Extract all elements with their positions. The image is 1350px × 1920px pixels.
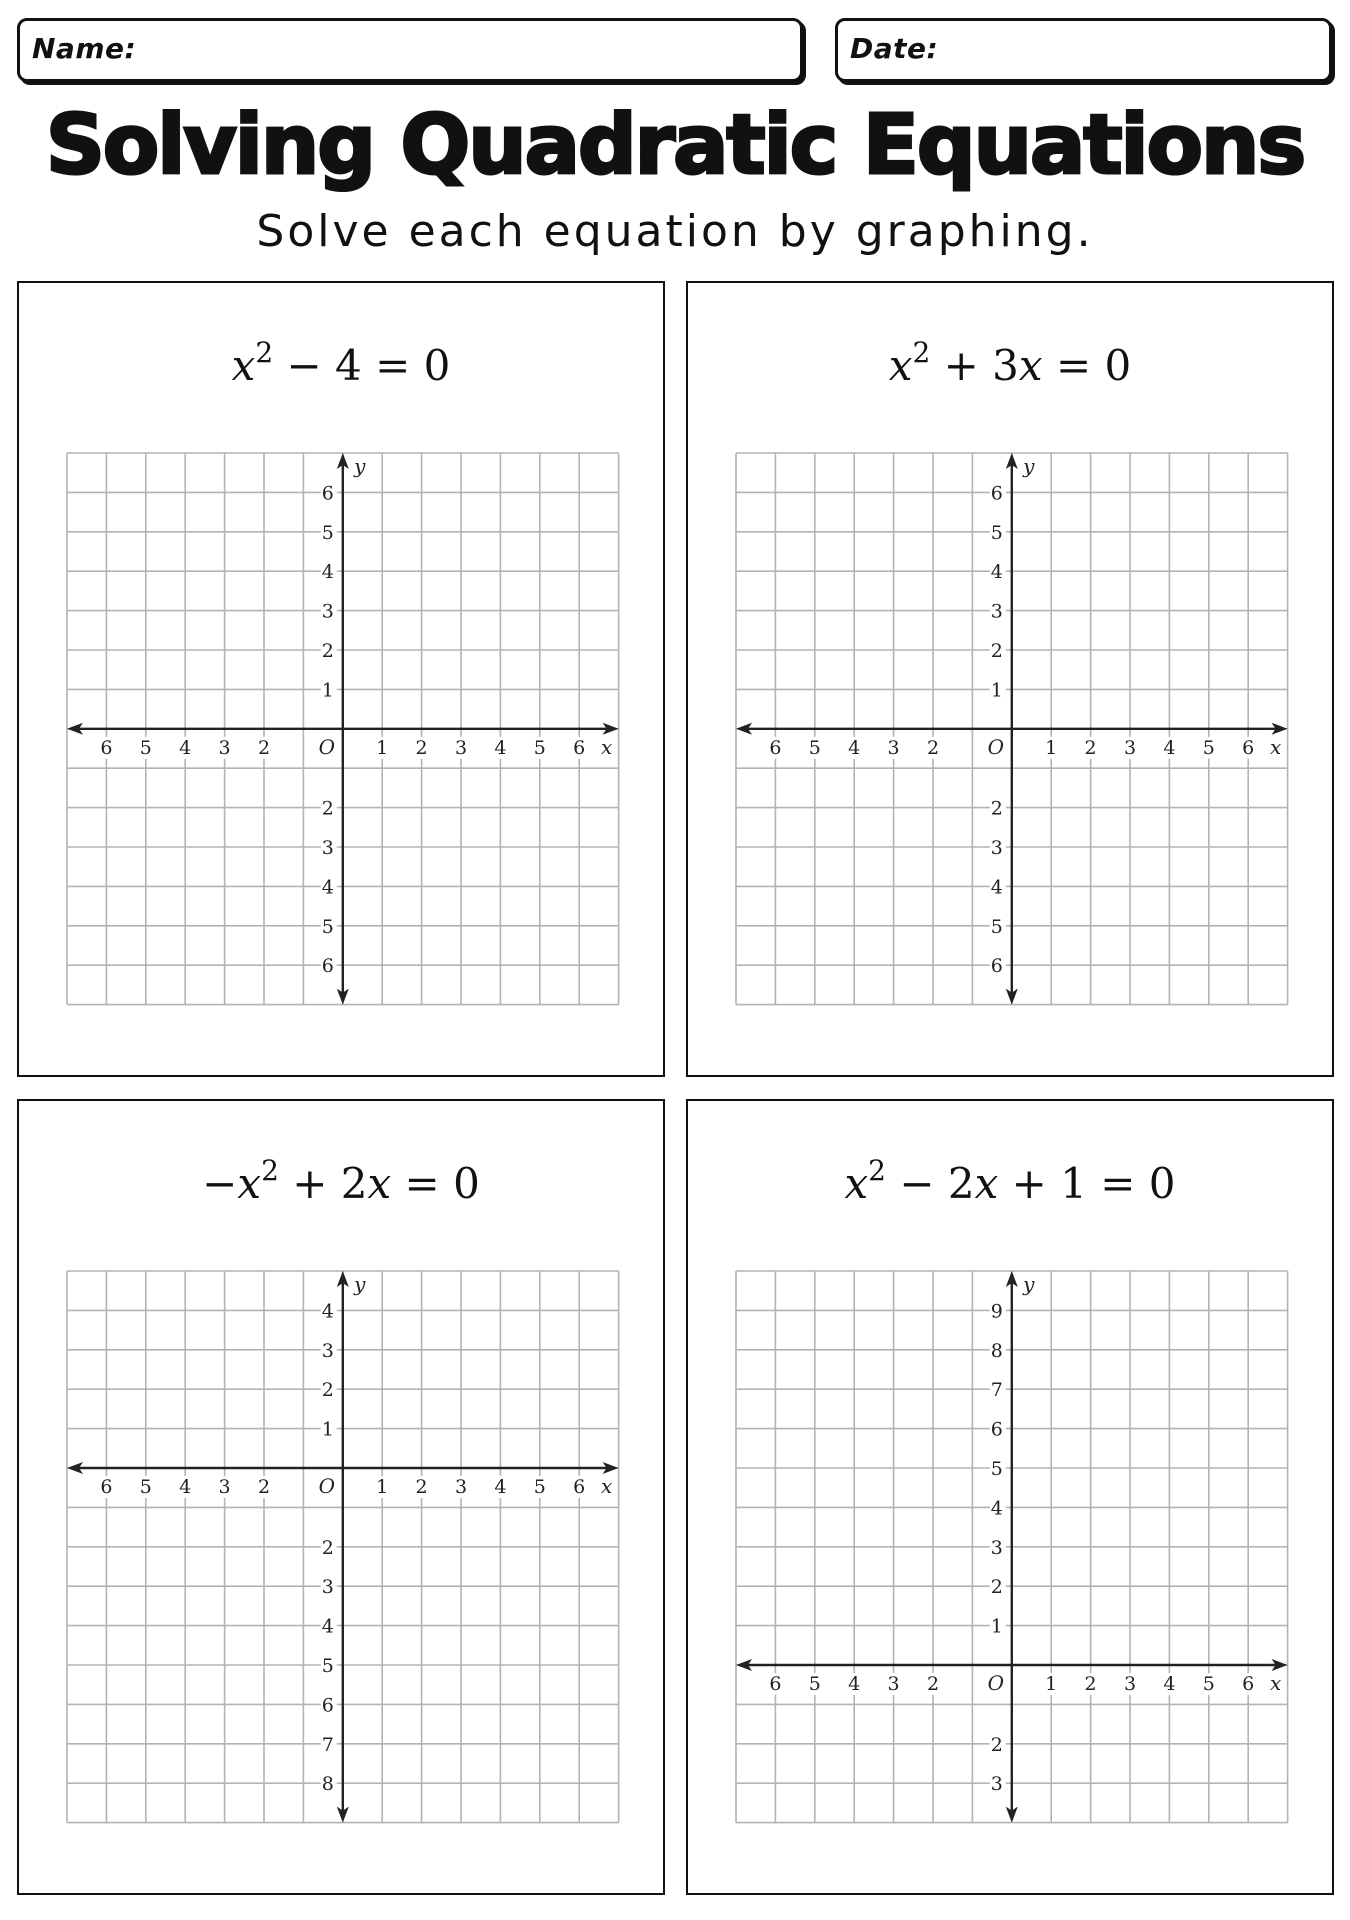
y-tick-label: 2 [321,1379,334,1402]
x-tick-label: 2 [1084,1673,1097,1695]
y-axis-name: y [1023,454,1035,478]
x-tick-label: 2 [1084,736,1097,759]
exponent: 2 [868,1154,886,1187]
exponent: 2 [912,336,931,369]
y-tick-label: 4 [321,1615,334,1638]
equation [19,336,663,390]
x-tick-label: 3 [454,1476,468,1498]
x-tick-label: 2 [926,1673,940,1695]
equation-term: + 1 = 0 [998,1159,1176,1208]
y-tick-label: 4 [990,876,1003,899]
x-tick-label: 1 [1045,736,1058,759]
x-axis-name: x [600,734,613,759]
y-tick-label: 2 [990,1733,1003,1756]
y-tick-label: 3 [321,1576,334,1599]
variable: x [888,341,913,390]
y-tick-label: 2 [990,640,1003,662]
x-axis-name: x [1269,734,1282,759]
x-tick-label: 6 [1242,1673,1255,1695]
y-axis-name: y [354,454,366,478]
x-tick-label: 3 [218,1476,231,1498]
x-tick-label: 3 [218,736,231,759]
y-tick-label: 2 [321,797,334,820]
x-tick-label: 4 [848,1673,861,1695]
x-tick-label: 3 [887,736,900,759]
worksheet-title: Solving Quadratic Equations [45,98,1305,193]
variable: x [844,1159,869,1208]
coordinate-grid[interactable] [67,453,619,1005]
x-tick-label: 4 [848,736,861,759]
variable: x [231,341,256,390]
equation-term: = 0 [391,1159,480,1208]
equation-term: − [202,1159,238,1208]
origin-label: O [318,734,336,759]
x-tick-label: 5 [1202,736,1215,759]
y-tick-label: 4 [321,561,334,584]
equation-term: − 4 = 0 [273,341,451,390]
coordinate-grid[interactable] [736,1271,1288,1823]
x-tick-label: 4 [1163,736,1176,759]
problem-panel-3 [17,1099,665,1895]
x-tick-label: 4 [179,736,192,759]
x-tick-label: 1 [1045,1673,1058,1695]
x-tick-label: 4 [494,736,507,759]
x-tick-label: 2 [415,736,428,759]
x-tick-label: 2 [257,1476,271,1498]
y-tick-label: 3 [990,600,1003,623]
y-tick-label: 3 [321,837,334,859]
y-tick-label: 2 [321,1536,334,1559]
y-tick-label: 2 [990,1576,1003,1599]
x-tick-label: 3 [887,1673,900,1695]
y-axis-name: y [354,1272,366,1296]
y-tick-label: 6 [321,1694,334,1717]
x-tick-label: 2 [415,1476,428,1498]
problem-panel-2 [686,281,1334,1077]
equation-term: + 2 [278,1159,368,1208]
x-tick-label: 4 [494,1476,507,1498]
equation-term: − 2 [885,1159,975,1208]
x-axis-name: x [1269,1671,1282,1695]
y-tick-label: 3 [990,1773,1003,1796]
date-field[interactable] [835,18,1332,82]
y-tick-label: 8 [321,1773,334,1796]
y-tick-label: 5 [321,521,334,544]
x-tick-label: 5 [808,1673,821,1695]
name-field[interactable] [17,18,803,82]
x-tick-label: 1 [376,1476,389,1498]
x-tick-label: 3 [454,736,468,759]
y-tick-label: 6 [990,482,1003,505]
y-tick-label: 6 [321,482,334,505]
coordinate-grid[interactable] [736,453,1288,1005]
name-label: Name: [32,32,137,65]
y-tick-label: 2 [990,797,1003,820]
x-tick-label: 4 [1163,1673,1176,1695]
x-tick-label: 1 [376,736,389,759]
x-tick-label: 5 [533,1476,546,1498]
y-tick-label: 4 [321,876,334,899]
x-tick-label: 6 [100,1476,113,1498]
x-tick-label: 2 [926,736,940,759]
worksheet-instructions: Solve each equation by graphing. [256,206,1094,257]
origin-label: O [987,1671,1005,1695]
y-tick-label: 1 [321,679,334,702]
equation [688,1154,1332,1208]
x-tick-label: 3 [1123,1673,1137,1695]
y-tick-label: 6 [990,1418,1003,1441]
x-tick-label: 6 [1242,736,1255,759]
date-label: Date: [850,32,939,65]
y-tick-label: 5 [990,915,1003,938]
x-tick-label: 6 [100,736,113,759]
y-tick-label: 9 [990,1300,1003,1323]
variable: x [237,1159,262,1208]
x-axis-name: x [600,1474,613,1498]
y-tick-label: 1 [321,1418,334,1441]
exponent: 2 [261,1154,279,1187]
x-tick-label: 6 [573,736,586,759]
x-tick-label: 6 [573,1476,586,1498]
problem-panel-4 [686,1099,1334,1895]
equation [688,336,1332,390]
y-tick-label: 3 [990,1536,1003,1559]
y-tick-label: 3 [321,1339,334,1362]
y-tick-label: 1 [990,679,1003,702]
x-tick-label: 5 [1202,1673,1215,1695]
origin-label: O [318,1474,336,1498]
y-tick-label: 5 [990,1458,1003,1480]
y-tick-label: 1 [990,1615,1003,1638]
variable: x [1018,341,1043,390]
y-tick-label: 6 [321,955,334,978]
exponent: 2 [255,336,274,369]
x-tick-label: 5 [533,736,546,759]
x-tick-label: 6 [769,1673,782,1695]
y-tick-label: 4 [990,561,1003,584]
x-tick-label: 5 [139,1476,152,1498]
y-tick-label: 5 [321,915,334,938]
equation-term: + 3 [930,341,1019,390]
equation [19,1154,663,1208]
y-tick-label: 4 [990,1497,1003,1520]
variable: x [974,1159,999,1208]
x-tick-label: 2 [257,736,271,759]
y-tick-label: 5 [990,521,1003,544]
y-tick-label: 2 [321,640,334,662]
coordinate-grid[interactable] [67,1271,619,1823]
y-tick-label: 5 [321,1655,334,1677]
y-tick-label: 3 [321,600,334,623]
x-tick-label: 5 [139,736,152,759]
y-tick-label: 7 [990,1379,1003,1402]
y-axis-name: y [1023,1272,1035,1296]
y-tick-label: 4 [321,1300,334,1323]
equation-term: = 0 [1042,341,1132,390]
x-tick-label: 6 [769,736,782,759]
x-tick-label: 3 [1123,736,1137,759]
x-tick-label: 5 [808,736,821,759]
y-tick-label: 8 [990,1339,1003,1362]
x-tick-label: 4 [179,1476,192,1498]
variable: x [367,1159,392,1208]
y-tick-label: 3 [990,837,1003,859]
y-tick-label: 6 [990,955,1003,978]
origin-label: O [987,734,1005,759]
y-tick-label: 7 [321,1733,334,1756]
problem-panel-1 [17,281,665,1077]
